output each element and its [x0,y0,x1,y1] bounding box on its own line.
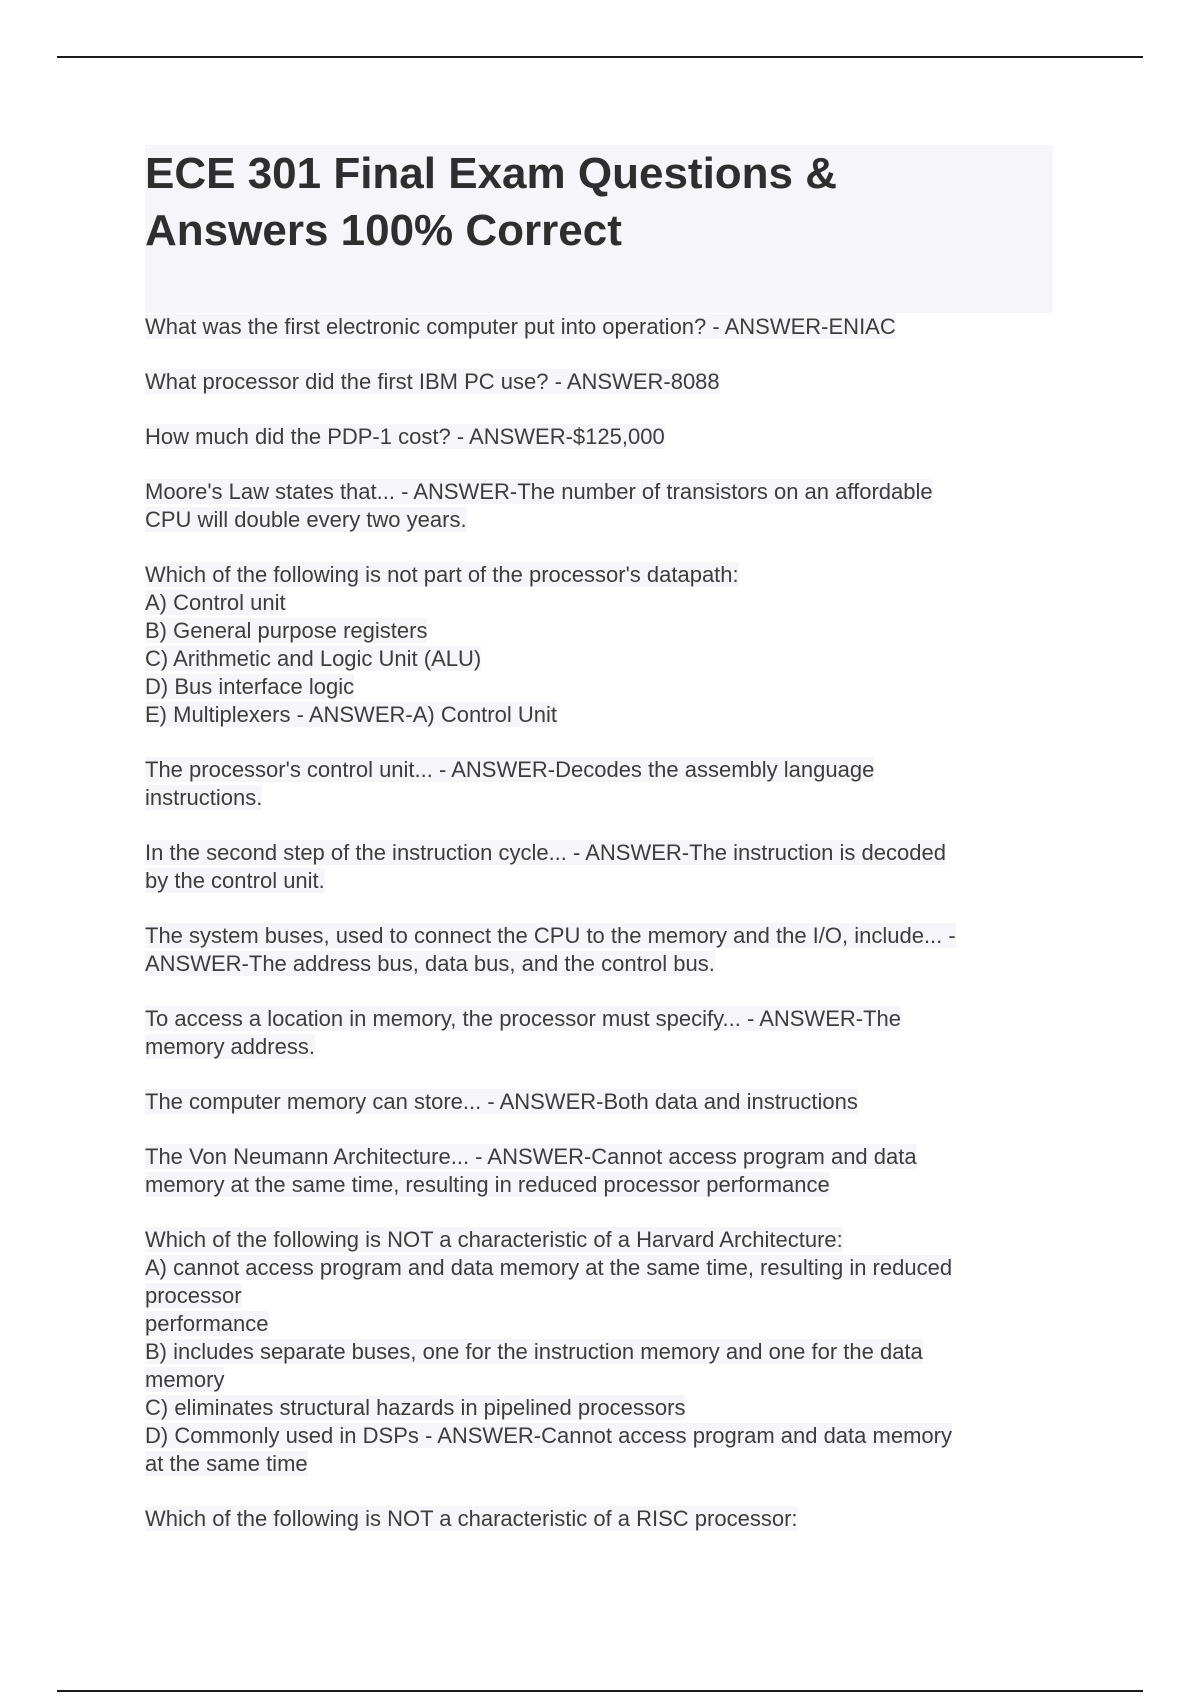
qa-item: Which of the following is NOT a characteristic of a RISC processor: [145,1506,798,1531]
qa-item: The processor's control unit... - ANSWER-Decodes the assembly language instructions. [145,757,875,810]
document-title: ECE 301 Final Exam Questions & Answers 100% Correct [145,149,838,255]
qa-item: The computer memory can store... - ANSWER-Both data and instructions [145,1089,858,1114]
title-block [145,145,1053,313]
qa-item: What was the first electronic computer put into operation? - ANSWER-ENIAC [145,314,896,339]
bottom-rule [57,1690,1143,1692]
qa-item: The system buses, used to connect the CPU to the memory and the I/O, include... - ANSWER-The address bus, data bus, and the control bus. [145,923,956,976]
qa-item: In the second step of the instruction cycle... - ANSWER-The instruction is decoded by the control unit. [145,840,946,893]
qa-item: The Von Neumann Architecture... - ANSWER-Cannot access program and data memory at the same time, resulting in reduced processor performance [145,1144,917,1197]
qa-item: What processor did the first IBM PC use? - ANSWER-8088 [145,369,720,394]
top-rule [57,56,1143,58]
qa-item: Moore's Law states that... - ANSWER-The number of transistors on an affordable CPU will double every two years. [145,479,933,532]
qa-item: How much did the PDP-1 cost? - ANSWER-$125,000 [145,424,665,449]
qa-item: Which of the following is NOT a characteristic of a Harvard Architecture: A) cannot access program and data memory at the same time, resulting in reduced processor performance B) includes separate buses, one for the instruction memory and one for the data memory C) eliminates structural hazards in pipelined processors D) Commonly used in DSPs - ANSWER-Cannot access program and data memory at the same time [145,1227,953,1476]
qa-item: Which of the following is not part of the processor's datapath: A) Control unit B) General purpose registers C) Arithmetic and Logic Unit (ALU) D) Bus interface logic E) Multiplexers - ANSWER-A) Control Unit [145,562,739,727]
qa-list [145,313,1055,1560]
qa-item: To access a location in memory, the processor must specify... - ANSWER-The memory address. [145,1006,901,1059]
